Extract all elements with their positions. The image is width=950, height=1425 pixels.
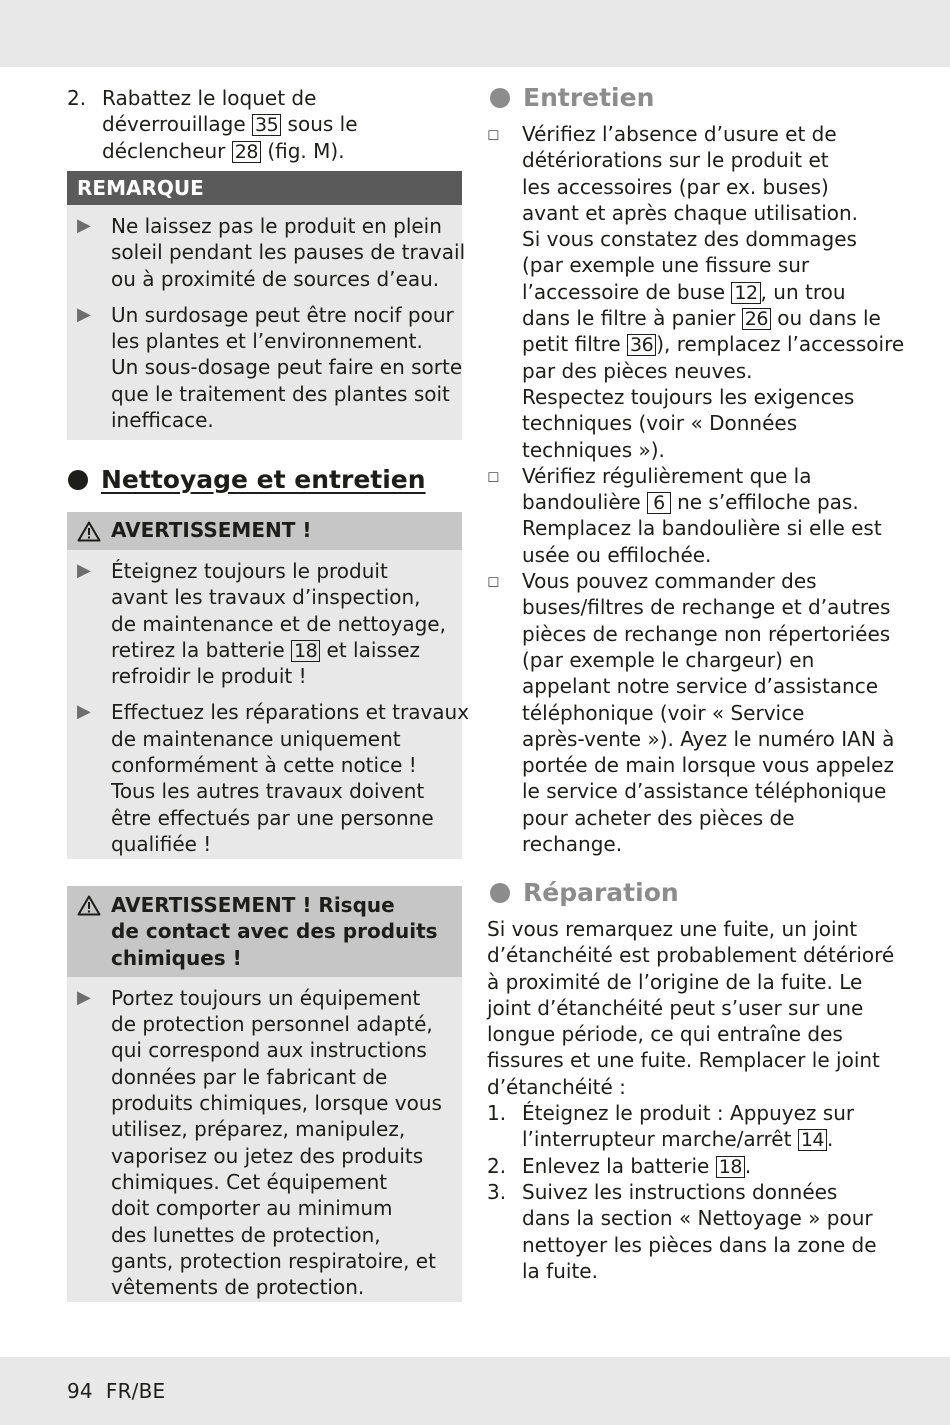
- heading-bullet-icon: [490, 88, 510, 108]
- list-item: ▶ Ne laissez pas le produit en plein soleil pendant les pauses de travail ou à proximité de sources d’eau.: [77, 214, 466, 291]
- warning-box-2: [67, 886, 462, 1302]
- triangle-bullet-icon: ▶: [77, 701, 91, 723]
- warning-title: AVERTISSEMENT !: [111, 518, 312, 542]
- text-line: déverrouillage 35 sous le: [102, 112, 358, 137]
- text-line: Rabattez le loquet de: [102, 86, 317, 110]
- entretien-list: [487, 121, 905, 857]
- page-footer: [67, 1379, 178, 1403]
- language-code: FR/BE: [105, 1379, 166, 1403]
- square-bullet-icon: ◻: [487, 572, 500, 591]
- heading-bullet-icon: [68, 470, 88, 490]
- warning-triangle-icon: [77, 518, 111, 544]
- list-item: ◻ Vérifiez régulièrement que la bandoulière 6 ne s’effiloche pas. Remplacez la bandoulière si elle est usée ou effilochée.: [487, 463, 882, 567]
- remarque-title: REMARQUE: [67, 171, 462, 205]
- section-heading-reparation: Réparation: [490, 878, 679, 907]
- step-3: 3. Suivez les instructions données dans la section « Nettoyage » pour nettoyer les pièces dans la zone de la fuite.: [487, 1179, 877, 1283]
- text-line: déclencheur 28 (fig. M).: [102, 138, 345, 163]
- list-item: ▶ Un surdosage peut être nocif pour les plantes et l’environnement. Un sous-dosage peut faire en sorte que le traitement des plantes soit inefficace.: [77, 302, 463, 433]
- part-ref: 12: [731, 282, 760, 304]
- warning-box-1: [67, 512, 470, 859]
- part-ref: 28: [232, 141, 261, 163]
- part-ref: 35: [252, 114, 281, 136]
- list-item: ◻ Vous pouvez commander des buses/filtres de rechange et d’autres pièces de rechange non répertoriées (par exemple le chargeur) en appelant notre service d’assistance téléphonique (voir « Service après-vente »). Ayez le numéro IAN à portée de main lorsque vous appelez le service d’assistance téléphonique pour acheter des pièces de rechange.: [487, 569, 895, 857]
- list-item: ▶ Effectuez les réparations et travaux de maintenance uniquement conformément à cette notice ! Tous les autres travaux doivent être effectués par une personne qualifiée !: [77, 700, 470, 856]
- list-item: ▶ Éteignez toujours le produit avant les travaux d’inspection, de maintenance et de nettoyage, retirez la batterie 18 et laissez refroidir le produit !: [77, 559, 446, 689]
- step-2: [67, 85, 462, 164]
- part-ref: 26: [742, 308, 771, 330]
- step-number: 2.: [67, 86, 87, 110]
- part-ref: 18: [291, 640, 320, 662]
- part-ref: 6: [647, 492, 671, 514]
- warning-triangle-icon: [77, 892, 111, 971]
- page-number: 94: [67, 1379, 93, 1403]
- list-item: ▶ Portez toujours un équipement de protection personnel adapté, qui correspond aux instructions données par le fabricant de produits chimiques, lorsque vous utilisez, préparez, manipulez, vaporisez ou jetez des produits chimiques. Cet équipement doit comporter au minimum des lunettes de protection, gants, protection respiratoire, et vêtements de protection.: [77, 985, 442, 1300]
- remarque-box: [67, 171, 466, 440]
- triangle-bullet-icon: ▶: [77, 303, 91, 325]
- top-band: [0, 0, 950, 67]
- triangle-bullet-icon: ▶: [77, 215, 91, 236]
- step-1: 1. Éteignez le produit : Appuyez sur l’interrupteur marche/arrêt 14 .: [487, 1101, 855, 1152]
- triangle-bullet-icon: ▶: [77, 986, 91, 1008]
- section-heading-entretien: Entretien: [490, 83, 654, 112]
- square-bullet-icon: ◻: [487, 466, 500, 485]
- step-2: 2. Enlevez la batterie 18 .: [487, 1153, 752, 1178]
- section-heading-nettoyage: Nettoyage et entretien: [68, 465, 426, 494]
- warning-title: AVERTISSEMENT ! Risque de contact avec des produits chimiques !: [111, 893, 438, 970]
- part-ref: 36: [627, 334, 656, 356]
- part-ref: 14: [798, 1129, 827, 1151]
- heading-bullet-icon: [490, 883, 510, 903]
- part-ref: 18: [716, 1156, 745, 1178]
- list-item: ◻ Vérifiez l’absence d’usure et de détériorations sur le produit et les accessoires (par ex. buses) avant et après chaque utilisation. Si vous constatez des dommages (par exemple une fissure sur l’accessoire de buse 12 , un trou dans le filtre à panier 26 ou dans le petit filtre 36 ), remplacez l’accessoire par des pièces neuves. Respectez toujours les exigences techniques (voir « Données techniques »).: [487, 122, 905, 462]
- square-bullet-icon: ◻: [487, 125, 500, 143]
- triangle-bullet-icon: ▶: [77, 560, 91, 581]
- reparation-body: Si vous remarquez une fuite, un joint d’étanchéité est probablement détérioré à proximité de l’origine de la fuite. Le joint d’étanchéité peut s’user sur une longue période, ce qui entraîne des fissures et une fuite. Remplacer le joint d’étanchéité : 1. Éteignez le produit : Appuyez sur l’interrupteur marche/arrêt 14 . 2. Enlevez la batterie 18 . 3. Suivez les instructions données dans la section « Nettoyage » pour nettoyer les pièces dans la zone de la fuite.: [487, 917, 895, 1283]
